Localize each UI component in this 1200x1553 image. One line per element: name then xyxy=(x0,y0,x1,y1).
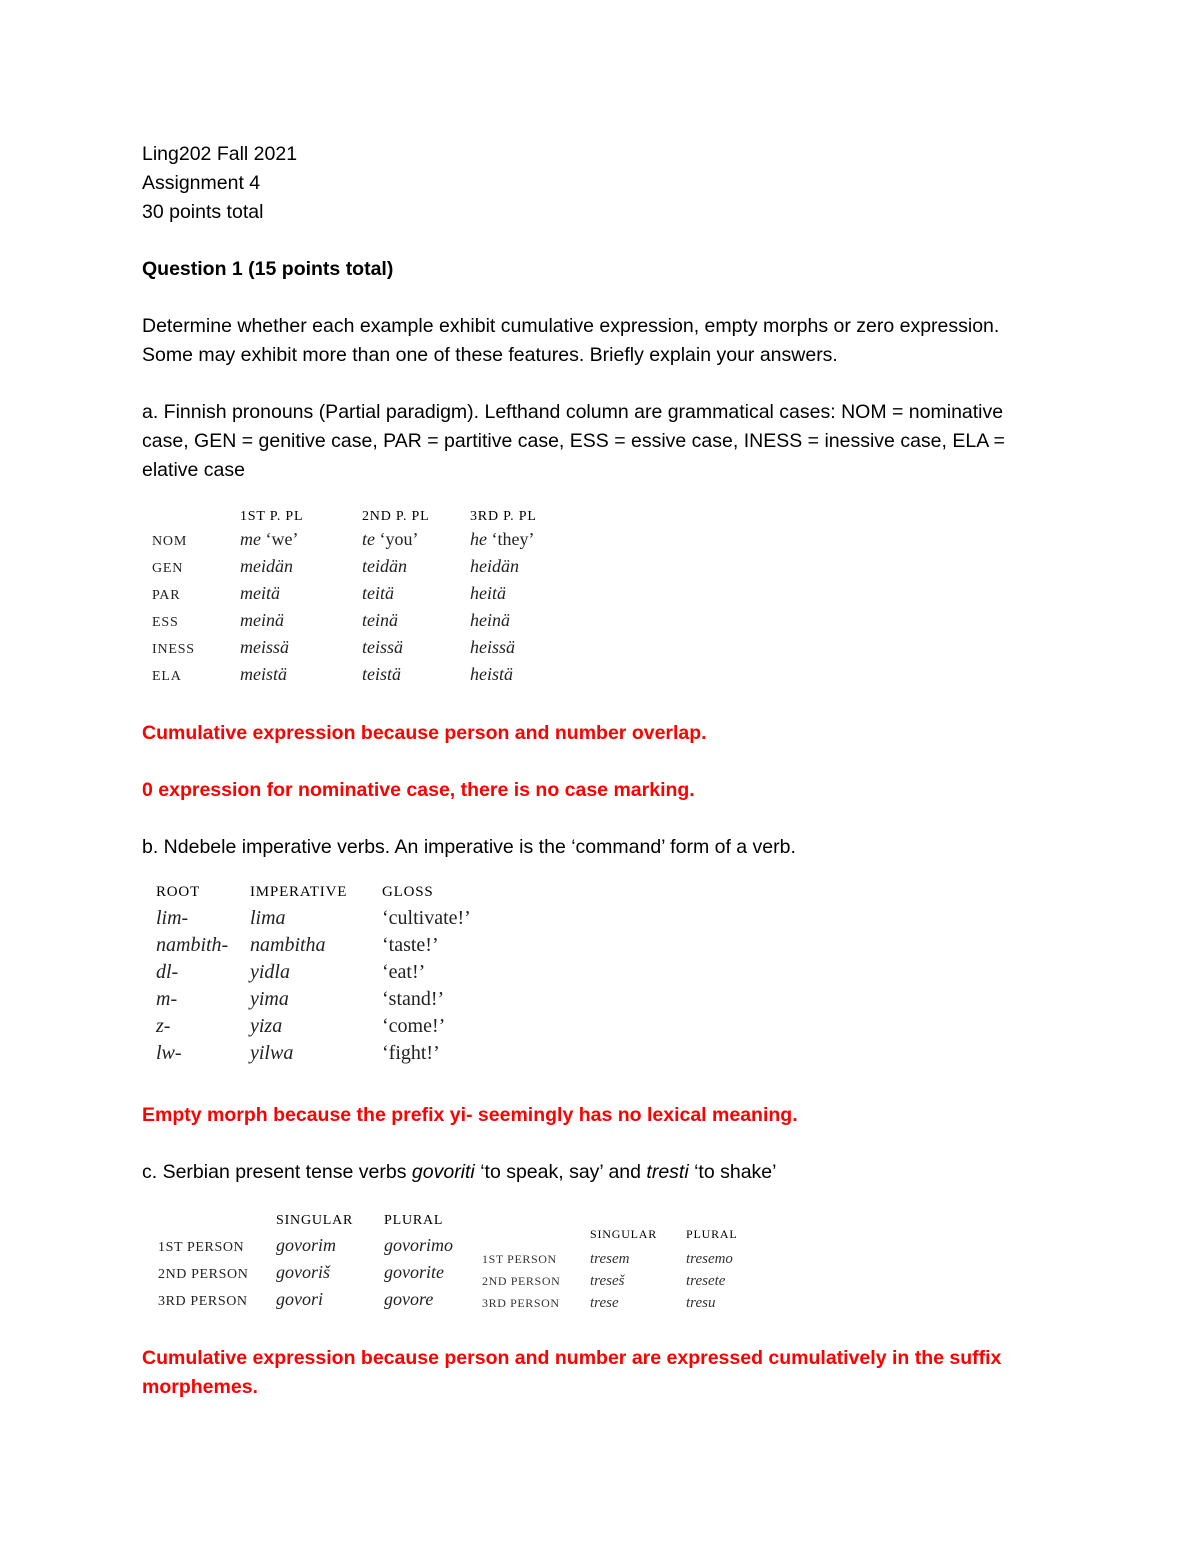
form: teitä xyxy=(362,583,394,603)
part-a-answer-2: 0 expression for nominative case, there is no case marking. xyxy=(142,779,695,801)
table-row xyxy=(156,905,522,932)
root: lim- xyxy=(156,907,189,929)
table-row xyxy=(482,1270,756,1292)
gloss: ‘they’ xyxy=(491,529,535,549)
form: govorimo xyxy=(384,1235,453,1255)
part-c-prompt: c. Serbian present tense verbs govoriti ‘to speak, say’ and tresti ‘to shake’ xyxy=(142,1161,777,1183)
part-b-prompt: b. Ndebele imperative verbs. An imperative is the ‘command’ form of a verb. xyxy=(142,836,796,858)
question-1-instructions: Determine whether each example exhibit cumulative expression, empty morphs or zero expression. Some may exhibit more than one of these features. Briefly explain your answers. xyxy=(142,315,1000,366)
form: meinä xyxy=(240,610,284,630)
form: teinä xyxy=(362,610,398,630)
tresti-paradigm-table xyxy=(482,1227,756,1314)
root: lw- xyxy=(156,1042,182,1064)
person-label: 2ND PERSON xyxy=(158,1267,249,1282)
table-header-row xyxy=(158,1213,482,1233)
form: tresemo xyxy=(686,1251,733,1267)
imperative: yidla xyxy=(250,961,290,983)
form: heitä xyxy=(470,583,506,603)
column-header: ROOT xyxy=(156,884,201,900)
form: meistä xyxy=(240,664,287,684)
ndebele-imperative-table xyxy=(156,884,522,1067)
table-row xyxy=(152,635,580,662)
form: govorite xyxy=(384,1262,444,1282)
form: heissä xyxy=(470,637,515,657)
table-row xyxy=(152,608,580,635)
person-label: 2ND PERSON xyxy=(482,1274,561,1288)
gloss: ‘fight!’ xyxy=(382,1042,440,1064)
table-row xyxy=(152,527,580,554)
verb-tresti: tresti xyxy=(646,1161,689,1183)
gloss: ‘stand!’ xyxy=(382,988,445,1010)
document-page xyxy=(142,140,1042,1402)
case-label: PAR xyxy=(152,588,181,603)
question-1-title: Question 1 (15 points total) xyxy=(142,258,394,280)
gloss: ‘taste!’ xyxy=(382,934,439,956)
root: nambith- xyxy=(156,934,229,956)
form: treseš xyxy=(590,1273,625,1289)
table-row xyxy=(156,959,522,986)
imperative: yima xyxy=(250,988,289,1010)
column-header: IMPERATIVE xyxy=(250,884,348,900)
case-label: INESS xyxy=(152,642,195,657)
points-total: 30 points total xyxy=(142,201,264,223)
person-label: 1ST PERSON xyxy=(158,1240,245,1255)
govoriti-paradigm-table xyxy=(158,1213,482,1314)
person-label: 3RD PERSON xyxy=(482,1296,560,1310)
form: teissä xyxy=(362,637,404,657)
form: govori xyxy=(276,1289,323,1309)
table-row xyxy=(152,662,580,689)
gloss: ‘eat!’ xyxy=(382,961,426,983)
gloss: ‘you’ xyxy=(379,529,419,549)
gloss: ‘come!’ xyxy=(382,1015,446,1037)
person-label: 3RD PERSON xyxy=(158,1294,248,1309)
case-label: NOM xyxy=(152,534,188,549)
column-header: 1ST P. PL xyxy=(240,509,304,524)
column-header: PLURAL xyxy=(686,1227,738,1241)
table-row xyxy=(156,1013,522,1040)
table-header-row xyxy=(482,1227,756,1248)
form: govoriš xyxy=(276,1262,330,1282)
table-row xyxy=(152,554,580,581)
table-row xyxy=(482,1248,756,1270)
part-a-answer-1: Cumulative expression because person and number overlap. xyxy=(142,722,707,744)
serbian-tables xyxy=(158,1213,1042,1314)
form: te xyxy=(362,529,375,549)
form: tresete xyxy=(686,1273,726,1289)
table-row xyxy=(156,932,522,959)
form: heinä xyxy=(470,610,510,630)
person-label: 1ST PERSON xyxy=(482,1252,557,1266)
form: heistä xyxy=(470,664,513,684)
part-a-prompt: a. Finnish pronouns (Partial paradigm). Lefthand column are grammatical cases: NOM = nominative case, GEN = genitive case, PAR = partitive case, ESS = essive case, INESS = inessive case, ELA = elative case xyxy=(142,401,1005,481)
table-row xyxy=(152,581,580,608)
form: he xyxy=(470,529,487,549)
verb-govoriti: govoriti xyxy=(411,1161,475,1183)
course-title: Ling202 Fall 2021 xyxy=(142,143,298,165)
root: dl- xyxy=(156,961,179,983)
gloss: ‘cultivate!’ xyxy=(382,907,471,929)
imperative: yiza xyxy=(250,1015,283,1037)
root: m- xyxy=(156,988,178,1010)
table-row xyxy=(482,1292,756,1314)
form: trese xyxy=(590,1295,619,1311)
column-header: PLURAL xyxy=(384,1213,444,1228)
assignment-title: Assignment 4 xyxy=(142,172,261,194)
imperative: yilwa xyxy=(250,1042,294,1064)
column-header: 2ND P. PL xyxy=(362,509,430,524)
form: meissä xyxy=(240,637,289,657)
form: tresem xyxy=(590,1251,630,1267)
column-header: GLOSS xyxy=(382,884,434,900)
part-b-answer: Empty morph because the prefix yi- seemingly has no lexical meaning. xyxy=(142,1104,798,1126)
imperative: lima xyxy=(250,907,286,929)
root: z- xyxy=(156,1015,171,1037)
column-header: SINGULAR xyxy=(590,1227,658,1241)
form: me xyxy=(240,529,261,549)
part-c-answer: Cumulative expression because person and number are expressed cumulatively in the suffix morphemes. xyxy=(142,1347,1002,1398)
form: tresu xyxy=(686,1295,716,1311)
form: govorim xyxy=(276,1235,336,1255)
form: govore xyxy=(384,1289,434,1309)
table-row xyxy=(158,1287,482,1314)
finnish-pronoun-table xyxy=(152,509,580,689)
imperative: nambitha xyxy=(250,934,326,956)
table-row xyxy=(156,986,522,1013)
table-header-row xyxy=(156,884,522,905)
gloss: ‘we’ xyxy=(265,529,299,549)
form: heidän xyxy=(470,556,519,576)
case-label: ELA xyxy=(152,669,182,684)
column-header: 3RD P. PL xyxy=(470,509,537,524)
column-header: SINGULAR xyxy=(276,1213,354,1228)
form: meidän xyxy=(240,556,293,576)
table-row xyxy=(158,1260,482,1287)
form: meitä xyxy=(240,583,280,603)
form: teidän xyxy=(362,556,407,576)
case-label: GEN xyxy=(152,561,184,576)
form: teistä xyxy=(362,664,401,684)
table-header-row xyxy=(152,509,580,527)
table-row xyxy=(158,1233,482,1260)
table-row xyxy=(156,1040,522,1067)
case-label: ESS xyxy=(152,615,179,630)
